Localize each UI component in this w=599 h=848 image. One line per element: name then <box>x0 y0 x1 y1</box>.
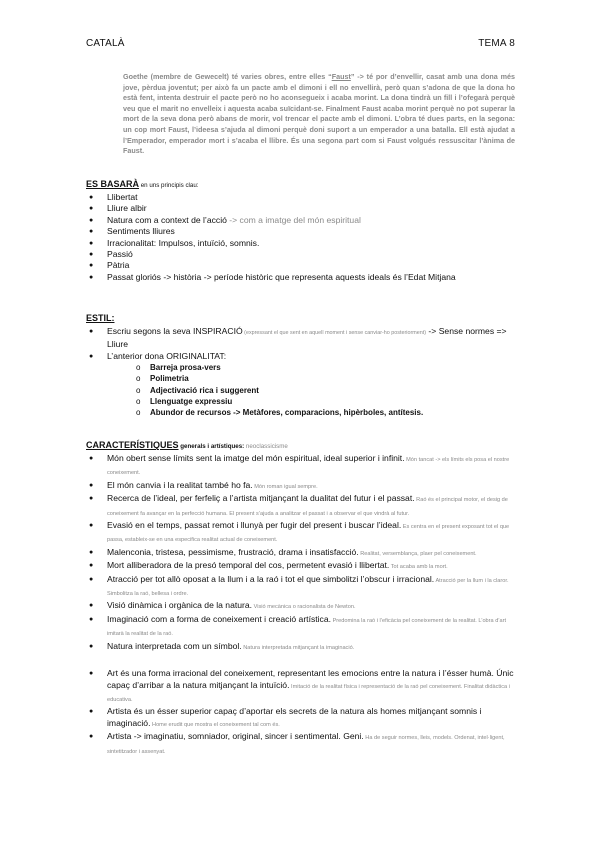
list-item-text: Món obert sense límits sent la imatge del món espiritual, ideal superior i infinit. <box>107 453 405 463</box>
list-item-text: Visió dinàmica i orgànica de la natura. <box>107 600 253 611</box>
list-item <box>86 215 516 226</box>
list-item-text: Pàtria <box>107 260 130 271</box>
basara-note: en uns principis clau: <box>139 182 199 189</box>
list-item-text: Atracció per tot allò oposat a la llum i a la raó i tot el que simbolitzi l’obscur i irracional. <box>107 573 435 584</box>
list-item-note: Món roman igual sempre. <box>252 483 318 490</box>
list-item <box>86 192 516 203</box>
list-item <box>86 706 516 731</box>
list-item-text: Sentiments lliures <box>107 226 175 237</box>
topic-label: TEMA 8 <box>478 38 515 49</box>
estil-item1-post: -> Sense normes => Lliure <box>107 326 507 350</box>
list-item <box>86 260 516 271</box>
basara-title: ES BASARÀ <box>86 179 140 189</box>
list-item-note: Home erudit que mostra el coneixement tal com és. <box>150 721 280 728</box>
sub-list-item: o Llenguatge expressiu <box>136 396 516 407</box>
list-item <box>86 668 516 706</box>
list-item-text: Irracionalitat: Impulsos, intuïció, somnis. <box>107 237 260 248</box>
sub-list-item: o Barreja prosa-vers <box>136 362 516 373</box>
list-item <box>86 641 516 654</box>
sub-list-item: o Adjectivació rica i suggerent <box>136 385 516 396</box>
list-item <box>86 493 516 520</box>
list-item-note: Es centra en el present exposant tot el que passa, estableix-se en una especifica realitat actual de coneixement. <box>107 524 510 544</box>
list-item-note: Ha de seguir normes, lleis, models. Ordenat, intel·ligent, sintetitzador i assenyat. <box>107 735 505 755</box>
list-item <box>86 226 516 237</box>
subject-label: CATALÀ <box>86 38 125 49</box>
estil-title: ESTIL: <box>86 313 115 323</box>
list-item-text: El món canvia i la realitat també ho fa. <box>107 479 253 490</box>
list-item <box>86 249 516 260</box>
list-item-note: Visió mecànica o racionalista de Newton. <box>252 604 356 611</box>
page-header <box>86 38 515 49</box>
list-item <box>86 238 516 249</box>
intro-after: ” -> té por d’envellir, casat amb una dona més jove, pèrdua joventut; per això fa un pacte amb el dimoni i ell no envellirà, però quan s’adona de que la dona ho està fent, intenta destruir el pacte però no ho aconsegueix i acaba morint. La dona tindrà un fill i l’ofegarà perquè veu que el marit no envelleix i aquesta acaba suïcidant-se. Finalment Faust acaba morint perquè no pot superar la mort de la seva dona però abans de morir, vol trencar el pacte amb el dimoni. L’obra té dues parts, en la segona: un cop mort Faust, l’ideesa s’ajuda al dimoni perquè doni suport a un emperador a una batalla. Ell està ajudat a l’Emperador, emperador mort i s’acaba el llibre. És una segona part com si Faust volgués ressuscitar l’ànima de Faust. <box>123 72 515 156</box>
basara-list <box>86 192 516 283</box>
list-item <box>86 203 516 214</box>
list-item <box>86 453 516 480</box>
list-item-text: Artista -> imaginatiu, somniador, original, sincer i sentimental. Geni. <box>107 731 364 742</box>
caract-note: generals i artístiques: <box>178 443 245 450</box>
list-item-note: Tot acaba amb la mort. <box>389 564 448 571</box>
estil-list <box>86 326 516 362</box>
list-item <box>86 351 516 362</box>
list-item-text: Malenconia, tristesa, pessimisme, frustració, drama i insatisfacció. <box>107 546 359 557</box>
list-item-text: Llibertat <box>107 192 138 202</box>
list-item-note: Natura interpretada mitjançant la imaginació. <box>241 644 355 651</box>
list-item <box>86 731 516 758</box>
estil-item1-bold: INSPIRACIÓ <box>192 326 243 336</box>
list-item-text: Natura com a context de l’acció <box>107 214 227 225</box>
list-item-text: Art és una forma irracional del coneixement, representant les emocions entre la natura i l’ésser humà. Únic capaç d’arribar a la natura mitjançant la intuïció. <box>107 668 514 690</box>
list-item-note: Imitació de la realitat física i representació de la raó pel coneixement. Finalitat didàctica i educativa. <box>107 683 510 703</box>
list-item-text: Passió <box>107 249 133 260</box>
sub-list-item: o Polimetria <box>136 373 516 384</box>
list-item-text: Imaginació com a forma de coneixement i creació artística. <box>107 613 332 624</box>
list-item-text: Mort alliberadora de la presó temporal del cos, permetent evasió i llibertat. <box>107 560 390 571</box>
list-item-text: Evasió en el temps, passat remot i llunyà per fugir del present i buscar l’ideal. <box>107 520 402 531</box>
list-item <box>86 520 516 547</box>
caract-title: CARACTERÍSTIQUES <box>86 440 179 450</box>
list-item <box>86 614 516 641</box>
estil-item1-text: Escriu segons la seva <box>107 326 193 336</box>
list-item <box>86 480 516 493</box>
list-item-note: Raó és el principal motor, el desig de coneixement fa avançar en la perfecció humana. El present s’ajuda a analitzar el passat i a observar el que vindrà al futur. <box>107 497 508 517</box>
sub-list-item: o Abundor de recursos -> Metàfores, comparacions, hipèrboles, antítesis. <box>136 407 516 418</box>
list-item <box>86 574 516 601</box>
section-estil <box>86 308 516 418</box>
intro-before: Goethe (membre de Gewecelt) té varies obres, entre elles “ <box>123 72 332 81</box>
section-caracteristiques <box>86 435 516 758</box>
list-item-text: Natura interpretada com un símbol. <box>107 640 242 651</box>
list-item <box>86 272 516 283</box>
list-item-text: Lliure albir <box>107 203 147 214</box>
list-item-note: Realitat, versemblança, plaer pel coneixement. <box>358 550 477 557</box>
section-basara <box>86 174 516 283</box>
list-item <box>86 326 516 351</box>
list-item-text: Recerca de l’ideal, per ferfeliç a l’artista mitjançant la dualitat del futur i el passat. <box>107 493 415 504</box>
caract-note-grey: neoclassicisme <box>244 443 288 450</box>
list-item <box>86 560 516 573</box>
list-item-text: Passat gloriós -> història -> període històric que representa aquests ideals és l’Edat Mitjana <box>107 271 456 282</box>
list-item-note: -> com a imatge del món espiritual <box>226 214 361 225</box>
intro-faust: Faust <box>331 72 351 81</box>
list-item-note: Món tancat -> els límits els posa el nostre coneixement. <box>107 457 510 477</box>
estil-sublist <box>86 362 516 418</box>
intro-paragraph <box>123 72 515 157</box>
caract-list <box>86 453 516 654</box>
list-item <box>86 600 516 613</box>
list-item-note: Atracció per la llum i la claror. Simbolitza la raó, bellesa i ordre. <box>107 577 509 598</box>
caract-list-2 <box>86 668 516 758</box>
list-item <box>86 547 516 560</box>
estil-item1-note: (expressant el que sent en aquell moment i sense canviar-ho posteriorment) <box>242 330 427 336</box>
list-item-text: Artista és un ésser superior capaç d’aportar els secrets de la natura als homes mitjançant somnis i imaginació. <box>107 706 482 728</box>
list-item-note: Predomina la raó i l’eficàcia pel coneixement de la realitat. L’obra d’art imitarà la realitat de la raó. <box>107 617 507 638</box>
estil-item2-text: L’anterior dona ORIGINALITAT: <box>107 350 227 361</box>
